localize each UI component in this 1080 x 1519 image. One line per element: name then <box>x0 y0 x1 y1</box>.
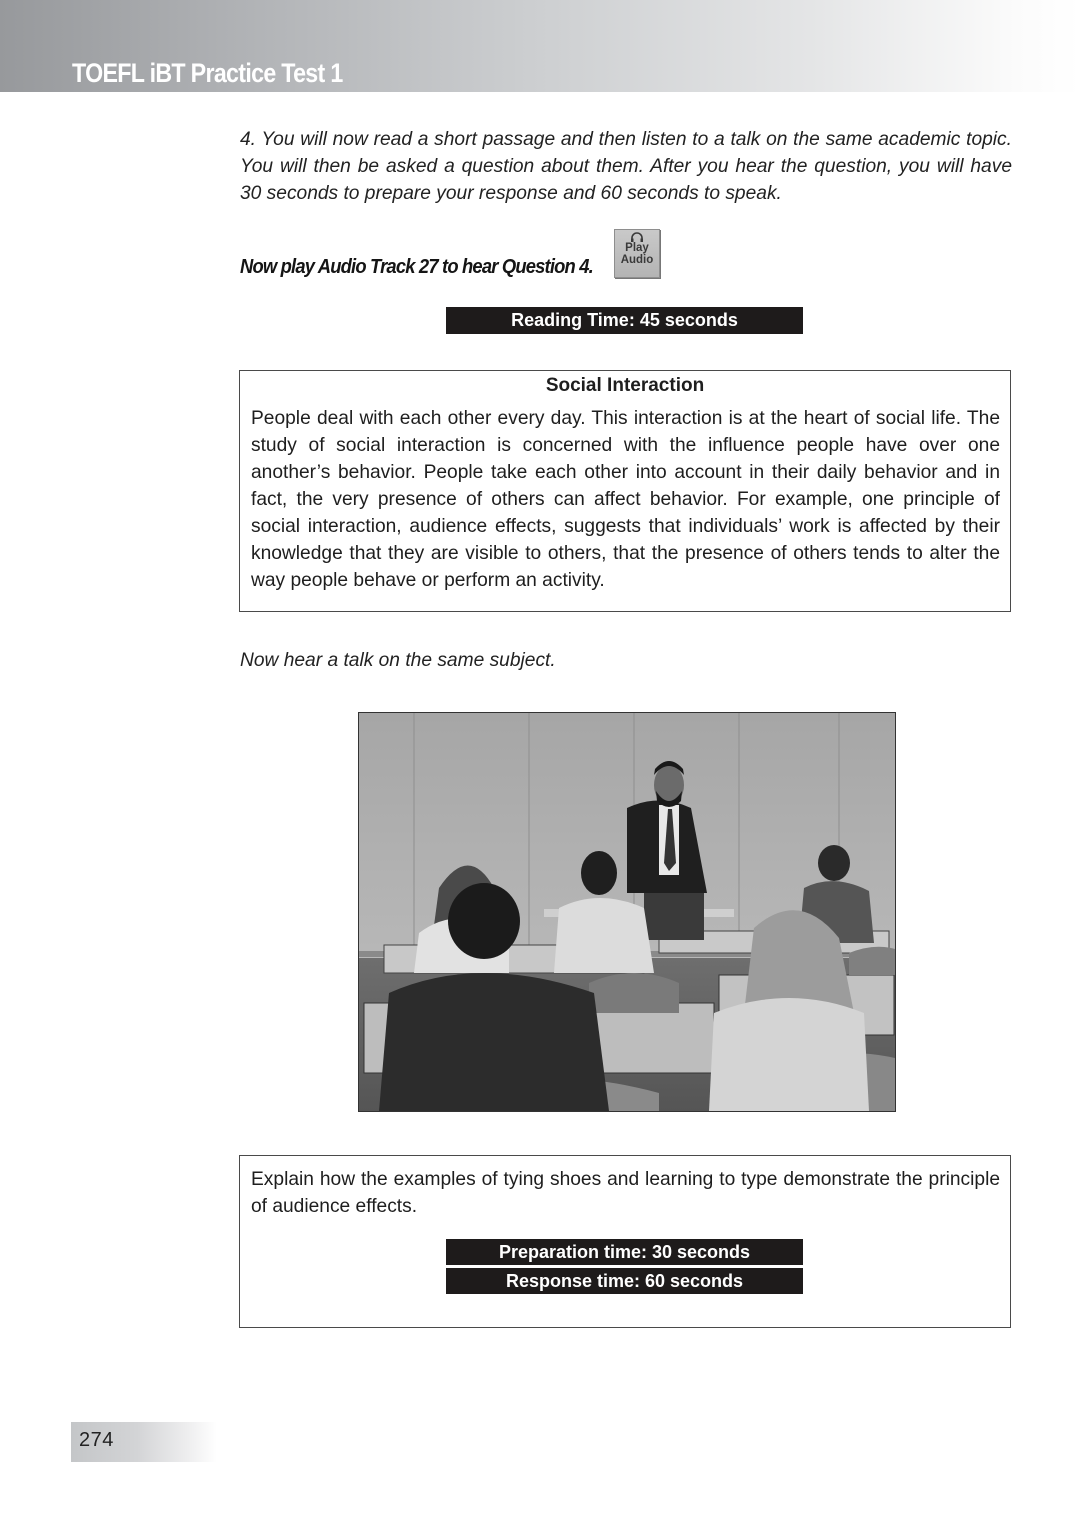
page-header-title: TOEFL iBT Practice Test 1 <box>72 58 343 88</box>
page-number-band <box>71 1422 217 1462</box>
play-audio-button[interactable] <box>614 229 660 278</box>
talk-instruction: Now hear a talk on the same subject. <box>240 650 556 671</box>
header-band <box>0 0 1080 92</box>
response-time-bar: Response time: 60 seconds <box>446 1268 803 1294</box>
headphones-icon <box>630 232 644 242</box>
classroom-photo <box>358 712 896 1112</box>
question-intro: 4. You will now read a short passage and then listen to a talk on the same academic topic. You will then be asked a question about them. After you hear the question, you will have 30 seconds to prepare your response and 60 seconds to speak. <box>240 129 1012 204</box>
reading-passage-box <box>239 370 1011 612</box>
play-audio-label-line2: Audio <box>620 254 654 266</box>
audio-instruction: Now play Audio Track 27 to hear Question 4. <box>240 256 593 278</box>
preparation-time-bar: Preparation time: 30 seconds <box>446 1239 803 1265</box>
page-number: 274 <box>79 1429 114 1451</box>
play-audio-label-line1: Play <box>625 242 649 254</box>
passage-title: Social Interaction <box>545 375 705 396</box>
reading-time-bar: Reading Time: 45 seconds <box>446 307 803 334</box>
question-prompt-text: Explain how the examples of tying shoes and learning to type demonstrate the principle of audience effects. <box>251 1169 1000 1217</box>
classroom-illustration <box>359 713 895 1111</box>
passage-body: People deal with each other every day. This interaction is at the heart of social life. The study of social interaction is concerned with the influence people have over one another’s behavior. People take each other into account in their daily behavior and in fact, the very presence of others can affect behavior. For example, one principle of social interaction, audience effects, suggests that individuals’ work is affected by their knowledge that they are visible to others, that the presence of others tends to alter the way people behave or perform an activity. <box>251 408 1000 591</box>
